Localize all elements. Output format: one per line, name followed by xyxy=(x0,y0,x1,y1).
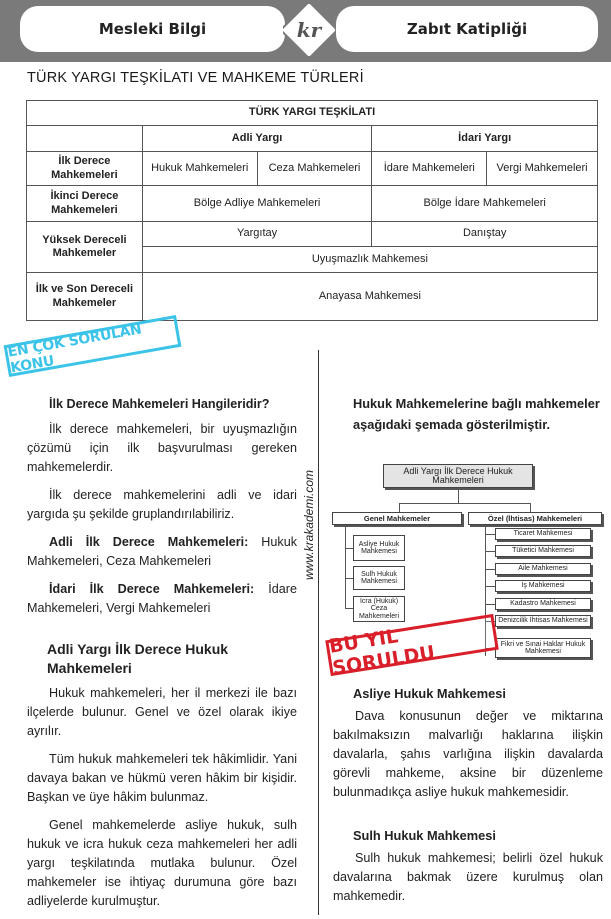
paragraph: Genel mahkemelerde asliye hukuk, sulh hukuk ve icra hukuk ceza mahkemeleri her adli yargı teşkilatında mutlaka bulunur. Özel mahkemeler ise ihtiyaç durumuna göre bazı adliyelerde kurulmuştur. xyxy=(27,818,297,908)
adli-label: Adli İlk Derece Mahkemeleri: xyxy=(49,535,249,549)
diagram-ozel-item: Aile Mahkemesi xyxy=(495,563,591,575)
diagram-genel-item: Sulh Hukuk Mahkemesi xyxy=(353,566,405,590)
adli-yargi-header: Adli Yargı xyxy=(142,126,372,152)
idari-text: İdare Mahkemeleri, Vergi Mahkemeleri xyxy=(27,582,297,615)
asliye-section xyxy=(333,684,603,802)
section-heading: Adli Yargı İlk Derece Hukuk Mahkemeleri xyxy=(47,641,229,676)
cell-bolge-idare: Bölge İdare Mahkemeleri xyxy=(372,186,598,222)
row-label-ilk-derece: İlk Derece Mahkemeleri xyxy=(27,152,143,186)
table-caption: TÜRK YARGI TEŞKİLATI xyxy=(27,101,598,126)
diagram-intro-heading: Hukuk Mahkemelerine bağlı mahkemeler aşağıdaki şemada gösterilmiştir. xyxy=(353,396,600,432)
page-header xyxy=(0,0,611,62)
idari-label: İdari İlk Derece Mahkemeleri: xyxy=(49,582,255,596)
sulh-text: Sulh hukuk mahkemesi; belirli özel hukuk davalarına bakmak üzere kurulmuş olan mahkemedir. xyxy=(333,851,603,903)
diagram-genel-item: İcra (Hukuk) Ceza Mahkemeleri xyxy=(353,596,405,622)
adli-text: Hukuk Mahkemeleri, Ceza Mahkemeleri xyxy=(27,535,297,568)
diagram-ozel-item: Tüketici Mahkemesi xyxy=(495,545,591,557)
diagram-ozel-item: Ticaret Mahkemesi xyxy=(495,528,591,540)
cell-vergi: Vergi Mahkemeleri xyxy=(487,152,598,186)
cell-hukuk: Hukuk Mahkemeleri xyxy=(142,152,257,186)
stamp-most-asked: EN ÇOK SORULAN KONU xyxy=(4,315,182,377)
stamp-asked-this-year: BU YIL SORULDU xyxy=(325,614,499,676)
cell-danistay: Danıştay xyxy=(372,222,598,247)
diagram-root: Adli Yargı İlk Derece Hukuk Mahkemeleri xyxy=(383,464,533,488)
paragraph: Hukuk mahkemeleri, her il merkezi ile bazı ilçelerde bulunur. Genel ve özel olarak ikiye ayrılır. xyxy=(27,686,297,738)
diagram-genel: Genel Mahkemeler xyxy=(332,512,462,525)
diagram-genel-item: Asliye Hukuk Mahkemesi xyxy=(353,535,405,561)
left-column xyxy=(27,395,297,911)
header-right-title: Zabıt Katipliği xyxy=(336,6,598,52)
cell-uyusmazlik: Uyuşmazlık Mahkemesi xyxy=(142,247,597,273)
diagram-ozel-item: İş Mahkemesi xyxy=(495,580,591,592)
kr-logo xyxy=(283,4,335,56)
row-label-yuksek: Yüksek Dereceli Mahkemeler xyxy=(27,222,143,273)
cell-ceza: Ceza Mahkemeleri xyxy=(257,152,372,186)
side-url: www.krakademi.com xyxy=(302,469,316,580)
cell-idare: İdare Mahkemeleri xyxy=(372,152,487,186)
svg-text:kr: kr xyxy=(296,18,322,42)
diagram-ozel-item: Fikri ve Sınai Haklar Hukuk Mahkemesi xyxy=(495,638,591,658)
question-heading: İlk Derece Mahkemeleri Hangileridir? xyxy=(49,397,270,411)
paragraph-idari xyxy=(27,580,297,618)
row-label-ikinci-derece: İkinci Derece Mahkemeleri xyxy=(27,186,143,222)
diagram-ozel-item: Denizcilik İhtisas Mahkemesi xyxy=(495,615,591,627)
paragraph: İlk derece mahkemeleri, bir uyuşmazlığın çözümü için ilk başvurulması gereken mahkemelerdir. xyxy=(27,422,297,474)
cell-anayasa: Anayasa Mahkemesi xyxy=(142,273,597,321)
diagram-ozel-item: Kadastro Mahkemesi xyxy=(495,598,591,610)
asliye-text: Dava konusunun değer ve miktarına bakılmaksızın malvarlığı haklarına ilişkin davalarla, şahıs varlığına ilişkin davalarda görevli mahkeme, aksine bir düzenleme bulunmadıkça asliye hukuk mahkemesidir. xyxy=(333,709,603,799)
paragraph: İlk derece mahkemelerini adli ve idari yargıda şu şekilde gruplandırılabiliriz. xyxy=(27,488,297,521)
cell-bolge-adliye: Bölge Adliye Mahkemeleri xyxy=(142,186,372,222)
paragraph-adli xyxy=(27,533,297,571)
row-label-ilk-son: İlk ve Son Dereceli Mahkemeler xyxy=(27,273,143,321)
column-divider xyxy=(318,350,319,915)
sulh-section xyxy=(333,826,603,906)
sulh-heading: Sulh Hukuk Mahkemesi xyxy=(353,828,496,843)
paragraph: Tüm hukuk mahkemeleri tek hâkimlidir. Yani davaya bakan ve hükmü veren hâkim bir kişidir. Başkan ve üye hâkim bulunmaz. xyxy=(27,752,297,804)
diagram-ozel: Özel (İhtisas) Mahkemeleri xyxy=(468,512,602,525)
header-left-title: Mesleki Bilgi xyxy=(20,6,285,52)
page-title: TÜRK YARGI TEŞKİLATI VE MAHKEME TÜRLERİ xyxy=(27,70,364,86)
cell-yargitay: Yargıtay xyxy=(142,222,372,247)
judiciary-table xyxy=(26,100,598,321)
table-corner-cell xyxy=(27,126,143,152)
asliye-heading: Asliye Hukuk Mahkemesi xyxy=(353,686,506,701)
diagram-intro xyxy=(333,393,603,435)
idari-yargi-header: İdari Yargı xyxy=(372,126,598,152)
